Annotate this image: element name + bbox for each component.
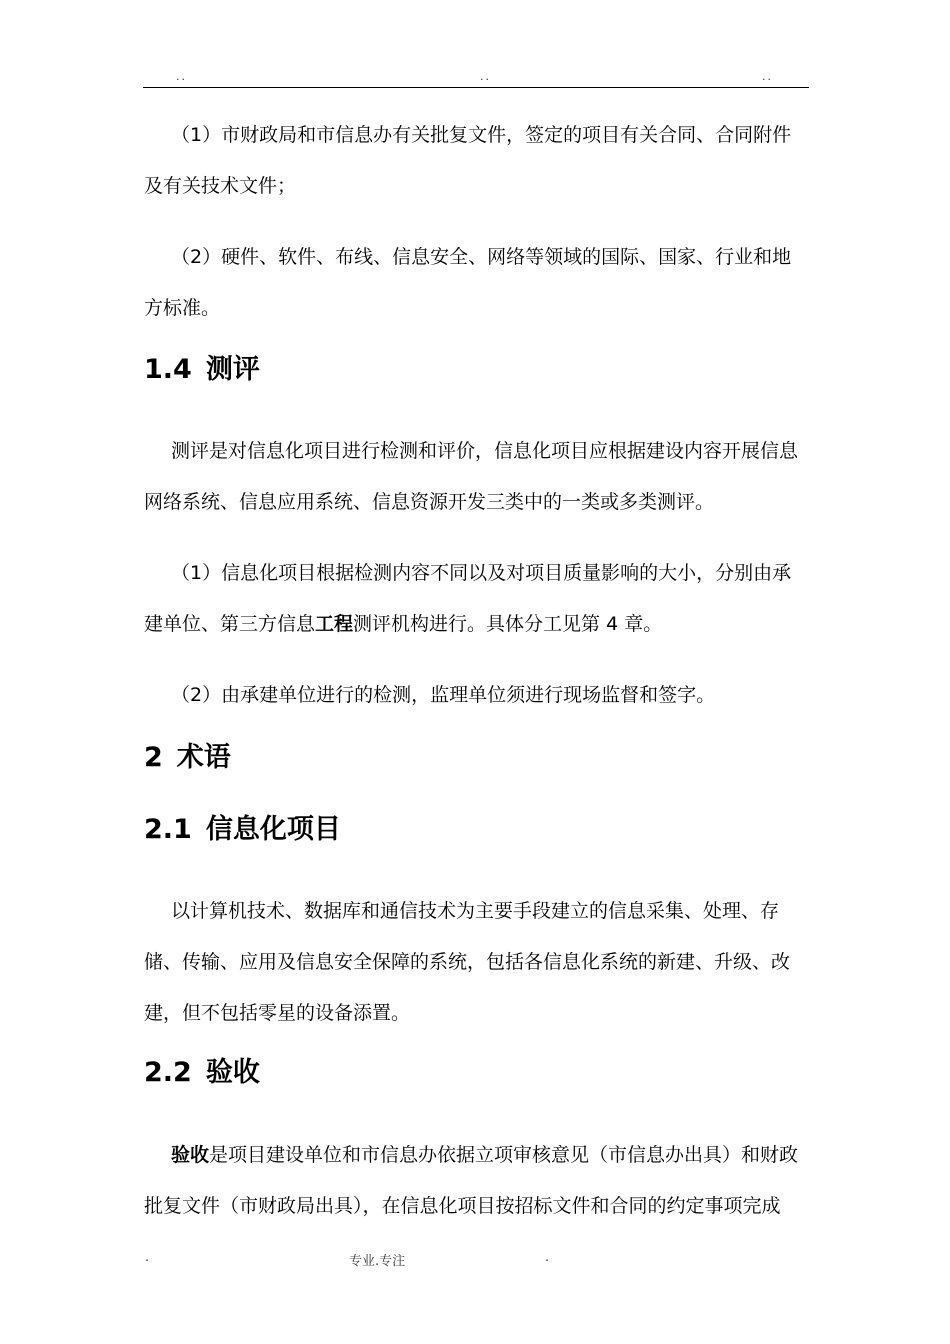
evaluation-item-1-text: （1）信息化项目根据检测内容不同以及对项目质量影响的大小，分别由承建单位、第三方信息 [144,562,792,635]
evaluation-item-1-bold: 工程 [315,613,354,635]
heading-number: 1.4 [144,354,192,385]
evaluation-intro: 测评是对信息化项目进行检测和评价，信息化项目应根据建设内容开展信息网络系统、信息应用系统、信息资源开发三类中的一类或多类测评。 [144,440,799,513]
reference-item-2: （2）硬件、软件、布线、信息安全、网络等领域的国际、国家、行业和地方标准。 [144,246,792,319]
reference-item-1: （1）市财政局和市信息办有关批复文件，签定的项目有关合同、合同附件及有关技术文件； [144,124,792,197]
heading-number: 2.1 [144,814,192,845]
evaluation-item-1 [144,548,810,650]
header-right-mark: .. [762,70,773,83]
heading-2-2 [144,1053,260,1093]
evaluation-item-1-text-end: 测评机构进行。具体分工见第 4 章。 [353,613,663,635]
heading-2-1 [144,810,341,850]
term-acceptance-bold: 验收 [171,1144,210,1166]
footer-left-mark: . [145,1250,150,1265]
heading-title: 验收 [205,1057,260,1088]
heading-1-4 [144,350,260,390]
footer-text: 专业.专注 [349,1254,406,1269]
heading-title: 术语 [176,742,231,773]
header-left-mark: .. [176,70,187,83]
term-acceptance-text: 是项目建设单位和市信息办依据立项审核意见（市信息办出具）和财政批复文件（市财政局出具），在信息化项目按招标文件和合同的约定事项完成 [144,1144,799,1217]
heading-title: 信息化项目 [205,814,341,845]
evaluation-item-2: （2）由承建单位进行的检测，监理单位须进行现场监督和签字。 [171,684,716,706]
term-acceptance-body [144,1130,810,1232]
heading-2 [144,738,231,778]
heading-number: 2.2 [144,1057,192,1088]
header-center-mark: .. [480,70,491,83]
heading-number: 2 [144,742,163,773]
footer-right-mark: . [545,1250,550,1265]
heading-title: 测评 [205,354,260,385]
header-rule [143,87,809,88]
term-info-project-body: 以计算机技术、数据库和通信技术为主要手段建立的信息采集、处理、存储、传输、应用及信息安全保障的系统，包括各信息化系统的新建、升级、改建，但不包括零星的设备添置。 [144,900,791,1024]
